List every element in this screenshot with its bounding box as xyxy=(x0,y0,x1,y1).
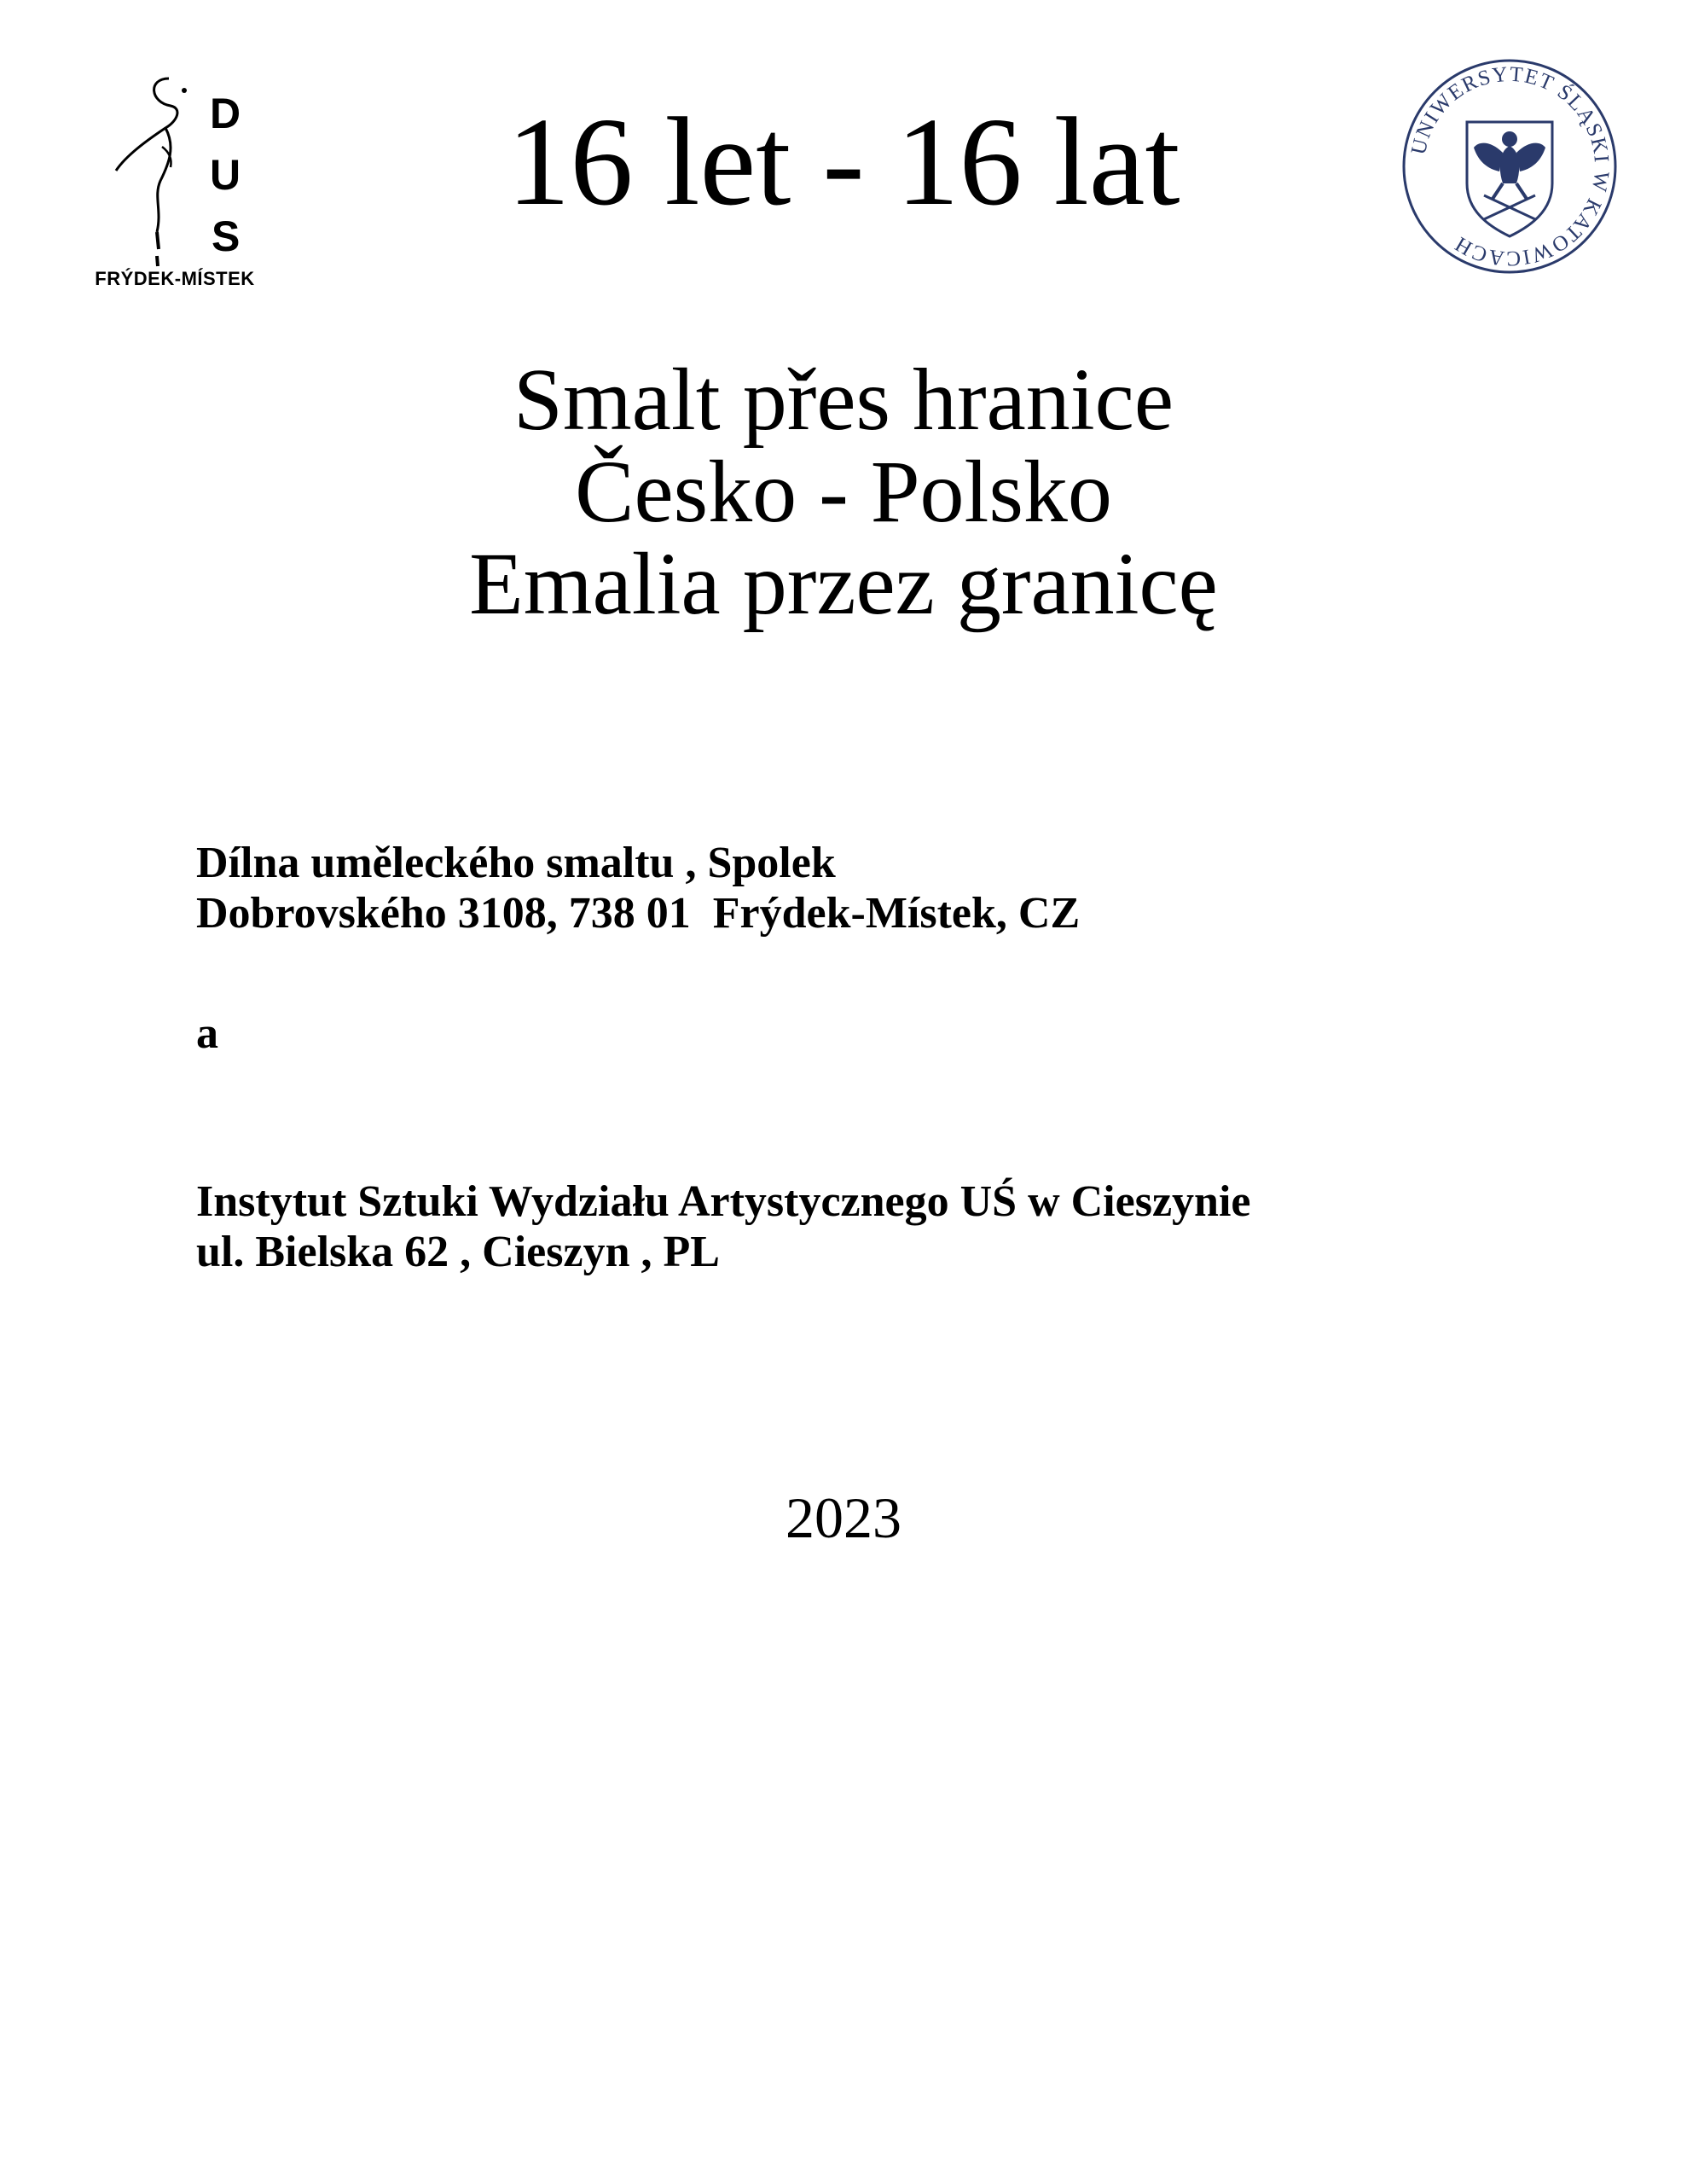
organization-cz-name: Dílna uměleckého smaltu , Spolek xyxy=(196,839,836,887)
dus-letter-d: D xyxy=(210,90,241,137)
organization-cz-address: Dobrovského 3108, 738 01 Frýdek-Místek, CZ xyxy=(196,888,1081,938)
organization-pl xyxy=(196,1177,1250,1278)
subtitle-line-2: Česko - Polsko xyxy=(575,443,1112,542)
subtitle-line-1: Smalt přes hranice xyxy=(513,351,1174,449)
dus-letter-s: S xyxy=(212,212,241,260)
year-text: 2023 xyxy=(786,1485,901,1550)
subtitle-block xyxy=(0,351,1687,634)
organization-pl-name: Instytut Sztuki Wydziału Artystycznego UŚ w Cieszynie xyxy=(196,1177,1251,1226)
organization-pl-address: ul. Bielska 62 , Cieszyn , PL xyxy=(196,1227,720,1276)
dus-logo-caption: FRÝDEK-MÍSTEK xyxy=(95,268,255,289)
subtitle-line-3: Emalia przez granicę xyxy=(469,535,1218,634)
dus-letter-u: U xyxy=(210,151,241,199)
seal-text: UNIWERSYTET ŚLĄSKI W KATOWICACH xyxy=(1406,62,1614,270)
connector-text: a xyxy=(196,1009,218,1058)
organization-cz xyxy=(196,839,1080,939)
page-title: 16 let - 16 lat xyxy=(507,92,1180,232)
